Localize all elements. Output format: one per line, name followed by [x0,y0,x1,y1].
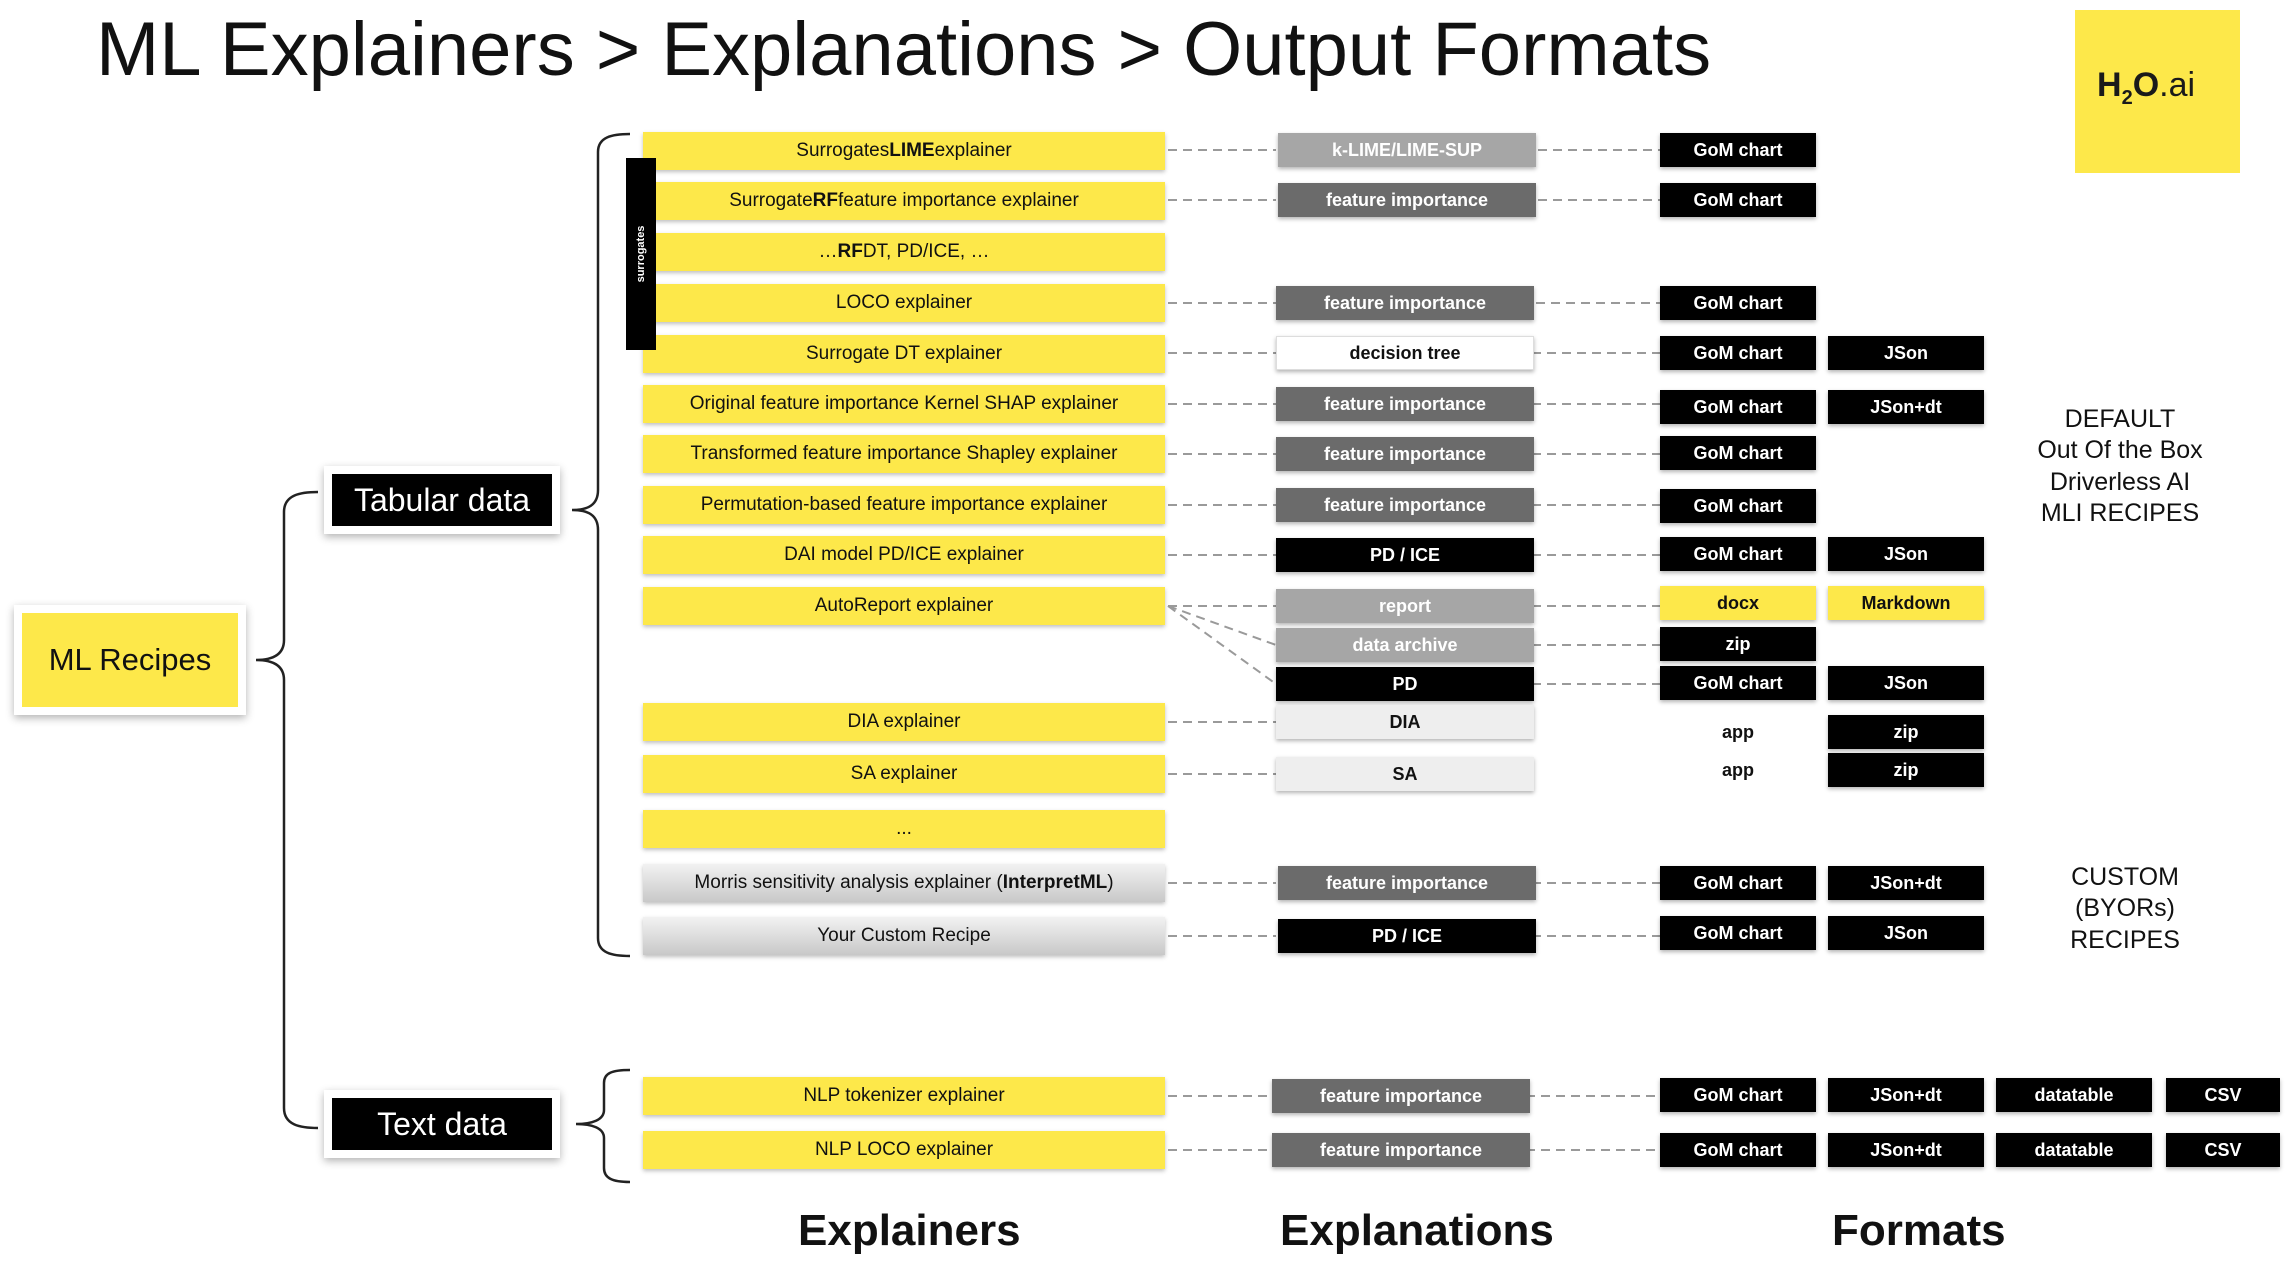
explanation-data-archive: data archive [1276,628,1534,662]
format-gom-chart: GoM chart [1660,133,1816,167]
explainer-lime: Surrogates LIME explainer [643,132,1165,170]
format-csv: CSV [2166,1133,2280,1167]
column-label-explanations: Explanations [1280,1206,1554,1255]
format-gom-chart: GoM chart [1660,436,1816,470]
explainer-shapley: Transformed feature importance Shapley explainer [643,435,1165,473]
format-gom-chart: GoM chart [1660,489,1816,523]
format-json: JSon [1828,666,1984,700]
h2o-logo [2075,10,2240,173]
format-zip: zip [1828,753,1984,787]
explanation-klime: k-LIME/LIME-SUP [1278,133,1536,167]
explanation-feature-importance: feature importance [1272,1133,1530,1167]
explanation-report: report [1276,589,1534,623]
format-json: JSon [1828,537,1984,571]
tabular-brace [572,134,630,956]
surrogates-label: surrogates [635,225,647,283]
category-tabular-label: Tabular data [332,474,552,526]
explanation-feature-importance: feature importance [1276,387,1534,421]
explanation-sa: SA [1276,757,1534,791]
format-zip: zip [1828,715,1984,749]
explainer-dia: DIA explainer [643,703,1165,741]
format-json-dt: JSon+dt [1828,1078,1984,1112]
format-json: JSon [1828,916,1984,950]
explanation-pd-ice: PD / ICE [1276,538,1534,572]
explainer-custom-recipe: Your Custom Recipe [643,917,1165,955]
format-gom-chart: GoM chart [1660,916,1816,950]
explainer-morris: Morris sensitivity analysis explainer ( InterpretML ) [643,864,1165,902]
format-app: app [1721,721,1754,742]
text-brace [576,1070,630,1182]
explainer-rf-feature-importance: Surrogate RF feature importance explainer [643,182,1165,220]
explainer-autoreport: AutoReport explainer [643,587,1165,625]
format-csv: CSV [2166,1078,2280,1112]
explainer-nlp-tokenizer: NLP tokenizer explainer [643,1077,1165,1115]
logo-wordmark: $H_2O.ai$ [2097,66,2196,109]
default-recipes-note: DEFAULT Out Of the Box Driverless AI MLI RECIPES [2037,405,2203,527]
format-gom-chart: GoM chart [1660,286,1816,320]
format-json-dt: JSon+dt [1828,1133,1984,1167]
format-datatable: datatable [1996,1133,2152,1167]
format-markdown: Markdown [1828,586,1984,620]
format-gom-chart: GoM chart [1660,866,1816,900]
root-node [14,605,246,715]
explainer-permutation: Permutation-based feature importance explainer [643,486,1165,524]
explainer-pd-ice: DAI model PD/ICE explainer [643,536,1165,574]
surrogates-group-bar [626,158,656,350]
explanation-decision-tree: decision tree [1276,336,1534,370]
column-label-explainers: Explainers [798,1206,1021,1255]
format-docx: docx [1660,586,1816,620]
format-json: JSon [1828,336,1984,370]
explanation-feature-importance: feature importance [1278,866,1536,900]
explainer-surrogate-dt: Surrogate DT explainer [643,335,1165,373]
format-gom-chart: GoM chart [1660,1078,1816,1112]
explainer-ellipsis: ... [643,810,1165,848]
explanation-feature-importance: feature importance [1276,286,1534,320]
format-gom-chart: GoM chart [1660,666,1816,700]
root-brace [256,492,318,1128]
custom-recipes-note: CUSTOM (BYORs) RECIPES [2070,863,2180,954]
explainer-loco: LOCO explainer [643,284,1165,322]
format-gom-chart: GoM chart [1660,537,1816,571]
category-text-label: Text data [332,1098,552,1150]
format-app: app [1721,759,1754,780]
category-tabular [324,466,560,534]
format-json-dt: JSon+dt [1828,866,1984,900]
column-label-formats: Formats [1832,1206,2006,1255]
page-title: ML Explainers > Explanations > Output Formats [96,7,1712,92]
format-gom-chart: GoM chart [1660,336,1816,370]
explainer-nlp-loco: NLP LOCO explainer [643,1131,1165,1169]
format-datatable: datatable [1996,1078,2152,1112]
explanation-pd: PD [1276,667,1534,701]
explainer-kernel-shap: Original feature importance Kernel SHAP explainer [643,385,1165,423]
format-zip: zip [1660,627,1816,661]
root-label: ML Recipes [22,613,238,707]
explanation-dia: DIA [1276,705,1534,739]
explanation-pd-ice: PD / ICE [1278,919,1536,953]
format-gom-chart: GoM chart [1660,1133,1816,1167]
category-text [324,1090,560,1158]
format-gom-chart: GoM chart [1660,390,1816,424]
format-json-dt: JSon+dt [1828,390,1984,424]
explainer-sa: SA explainer [643,755,1165,793]
explanation-feature-importance: feature importance [1272,1079,1530,1113]
explanation-feature-importance: feature importance [1276,488,1534,522]
format-gom-chart: GoM chart [1660,183,1816,217]
explanation-feature-importance: feature importance [1276,437,1534,471]
explainer-rf-dt-pdice: … RF DT, PD/ICE, … [643,233,1165,271]
explanation-feature-importance: feature importance [1278,183,1536,217]
